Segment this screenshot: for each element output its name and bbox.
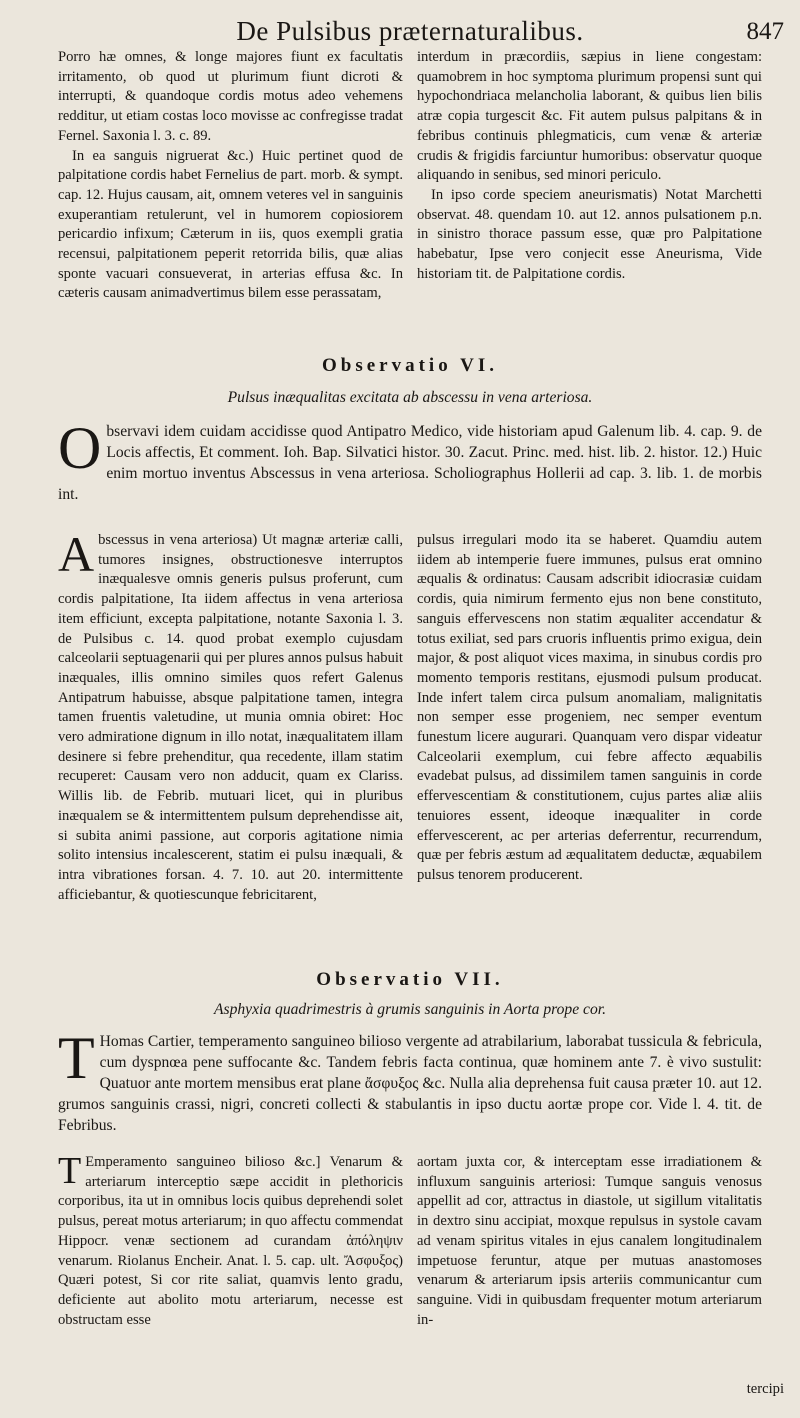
observation-6-subtitle: Pulsus inæqualitas excitata ab abscessu in vena arteriosa. — [227, 389, 593, 406]
top-right-para-1: interdum in præcordiis, sæpius in liene congestam: quamobrem in hoc symptoma plurimum propensi sunt qui hypochondriaca melancholia laborant, & quibus lien bilis atræ copia turgescit &c. Fit autem pulsus palpitans & in febribus continuis phlegmaticis, cum venæ & arteriæ crudis & frigidis farciuntur humoribus: observatur quoque aliquando in senibus, sed minori periculo. — [417, 49, 762, 184]
top-left-column — [58, 48, 403, 333]
page-number: 847 — [746, 18, 784, 45]
observation-7-right-text: aortam juxta cor, & interceptam esse irradiationem & influxum sanguinis arteriosi: Tumque sanguis venosus appellit ad cor, attractus in diastole, ut sigillum vitalitatis in dextro sinu accipiat, moxque repulsus in systole cavam ad venam spiritus vitales in ejus canalem longitudinalem impetuose feruntur, atque per mutuas anastomoses venarum & arteriarum ipsis arteriis communicantur cum sanguine. Vidi in quibusdam frequenter motum arteriarum in- — [417, 1154, 762, 1328]
observation-7-commentary-dropcap: T — [58, 1150, 82, 1192]
observation-6-left-text: bscessus in vena arteriosa) Ut magnæ arteriæ calli, tumores insignes, obstructionesve interruptos inæqualesve omnis generis pulsus proferunt, cum cordis palpitatione, Ita iidem affectus in vena arteriosa item efficiunt, excepta palpitatione, notante Saxonia l. 3. de Pulsibus c. 14. quod probat exemplo cujusdam calceolarii septuagenarii qui per plures annos pulsus habuit inæquales, illis omnino similes quos refert Galenus Antipatrum habuisse, absque palpitatione tamen, integra tamen fruentis valetudine, ut munia omnia obiret: Hoc vero admiratione dignum in illo notat, inæqualitatem illam desinere si febre prehenditur, qua recedente, illam statim recuperet: Causam vero non adducit, quam ex Clariss. Willis lib. de Febrib. mutuari licet, qui in pluribus inæqualem se & intermittentem pulsum deprehendisse ait, si subita animi passione, aut corporis agitatione nimia solito intensius incalescerent, statim ei pulsu inæquali, & intra vibrationes forsan. 4. 7. 10. aut 20. intermittente afficiebantur, & quotiescunque febricitarent, — [58, 532, 403, 903]
observation-7-case-text: Homas Cartier, temperamento sanguineo bilioso vergente ad atrabilarium, laborabat tussicula & febricula, cum dyspnœa pene suffocante &c. Tandem febris facta continua, quæ hominem ante 7. è vivo sustulit: Quatuor ante mortem mensibus erat plane ἄσφυξος &c. Nulla alia deprehensa fuit causa præter 10. aut 12. grumos sanguinis crassi, nigri, concreti collecti & stabulantis in ipso ductu aortæ prope cor. Vide l. 4. tit. de Febribus. — [58, 1033, 762, 1134]
top-right-column — [417, 48, 762, 333]
observation-6-right-column — [417, 531, 762, 947]
observation-6-heading: Observatio VI. — [322, 355, 498, 376]
top-right-para-2: In ipso corde speciem aneurismatis) Notat Marchetti observat. 48. quendam 10. aut 12. annos pulsationem p.n. in sinistro thorace passum esse, quæ pro Palpitatione habebatur, Ipse vero conjecit esse Aneurisma, Vide historiam tit. de Palpitatione cordis. — [417, 186, 762, 282]
observation-6-case — [58, 415, 762, 509]
observation-6-commentary-dropcap: A — [58, 526, 95, 582]
top-columns — [58, 48, 762, 333]
top-left-para-2: In ea sanguis nigruerat &c.) Huic pertinet quod de palpitatione cordis habet Fernelius de part. morb. & sympt. cap. 12. Hujus causam, ait, omnem veteres vel in sanguinis exuperantiam retulerunt, vel in humorem copiosiorem pericardio infixum; Cæterum in iis, quos exempli gratia recensui, palpitationem peperit retorrida bilis, quæ alias sponte vacuari consueverat, in arterias effusa &c. In cæteris causam animadvertimus bilem esse perassatam, — [58, 147, 403, 302]
running-title: De Pulsibus præternaturalibus. — [236, 16, 584, 46]
observation-7-left-text: Emperamento sanguineo bilioso &c.] Venarum & arteriarum interceptio sæpe accidit in plethoricis corporibus, ita ut in omnibus locis quibus deprehendi solet pulsus, pereat motus arteriarum; in quo affectu commendat Hippocr. venæ sectionem ad curandam ἀπόληψιν venarum. Riolanus Encheir. Anat. l. 5. cap. ult. Ἄσφυξος) Quæri potest, Si cor rite saliat, quamvis lento gradu, deficiente aut abolito motu arteriarum, necesse est obstructam esse — [58, 1154, 403, 1328]
top-left-para-1: Porro hæ omnes, & longe majores fiunt ex facultatis irritamento, ob quod ut plurimum fiunt dicroti & interrupti, & quandoque cordis motus adeo vehemens redditur, ut etiam costas loco movisse ac confregisse tradat Fernel. Saxonia l. 3. c. 89. — [58, 49, 403, 144]
catchword: tercipi — [746, 1381, 784, 1397]
observation-7-case — [58, 1025, 762, 1139]
observation-6-dropcap: O — [58, 415, 102, 481]
observation-6-right-text: pulsus irregulari modo ita se haberet. Quamdiu autem iidem ab intemperie fuere immunes, pulsus erat omnino æqualis & ordinatus: Causam adscribit idiocrasiæ cuidam cordis, quia nimirum fermento ejus non bene constituto, sanguis effervescens non statim æqualiter accendatur & totus exiliat, sed pars cruoris influentis primo exigua, dein major, & post aliquot vices maxima, in sinubus cordis pro momento temporis restitans, ejusmodi pulsum producat. Inde infert talem circa pulsum anomaliam, malignitatis non semper esse progeniem, nec semper eventum funestum licere augurari. Quanquam vero dispar videatur Calceolarii exemplum, cui febre affecto æquabilis evadebat pulsus, ad dissimilem tamen sanguinis in corde effervescentiam & constitutionem, cujus partes aliæ aliis tenuiores essent, ideoque inæqualiter in corde effervescerent, ac per arterias deferrentur, recurrendum, quæ per febris æstum ad æqualitatem deductæ, æquabilem pulsus tenorem producerent. — [417, 532, 762, 883]
observation-7-right-column — [417, 1153, 762, 1330]
observation-7-left-column — [58, 1150, 403, 1330]
observation-7-commentary — [58, 1150, 762, 1330]
observation-6-left-column — [58, 526, 403, 947]
observation-6-commentary — [58, 526, 762, 947]
observation-7-subtitle: Asphyxia quadrimestris à grumis sanguinis in Aorta prope cor. — [213, 1001, 607, 1018]
observation-7-dropcap: T — [58, 1025, 95, 1091]
running-head — [58, 0, 784, 48]
observation-6-case-text: bservavi idem cuidam accidisse quod Antipatro Medico, vide historiam apud Galenum lib. 4. cap. 9. de Locis affectis, Et comment. Ioh. Bap. Silvatici histor. 30. Zacut. Princ. med. hist. lib. 2. histor. 12.) Huic enim mortuo inventus Abscessus in vena arteriosa. Scholiographus Hollerii ad cap. 3. lib. 1. de morbis int. — [58, 423, 762, 503]
observation-6 — [58, 355, 762, 947]
observation-7-heading: Observatio VII. — [316, 969, 504, 990]
observation-7 — [58, 969, 762, 1330]
